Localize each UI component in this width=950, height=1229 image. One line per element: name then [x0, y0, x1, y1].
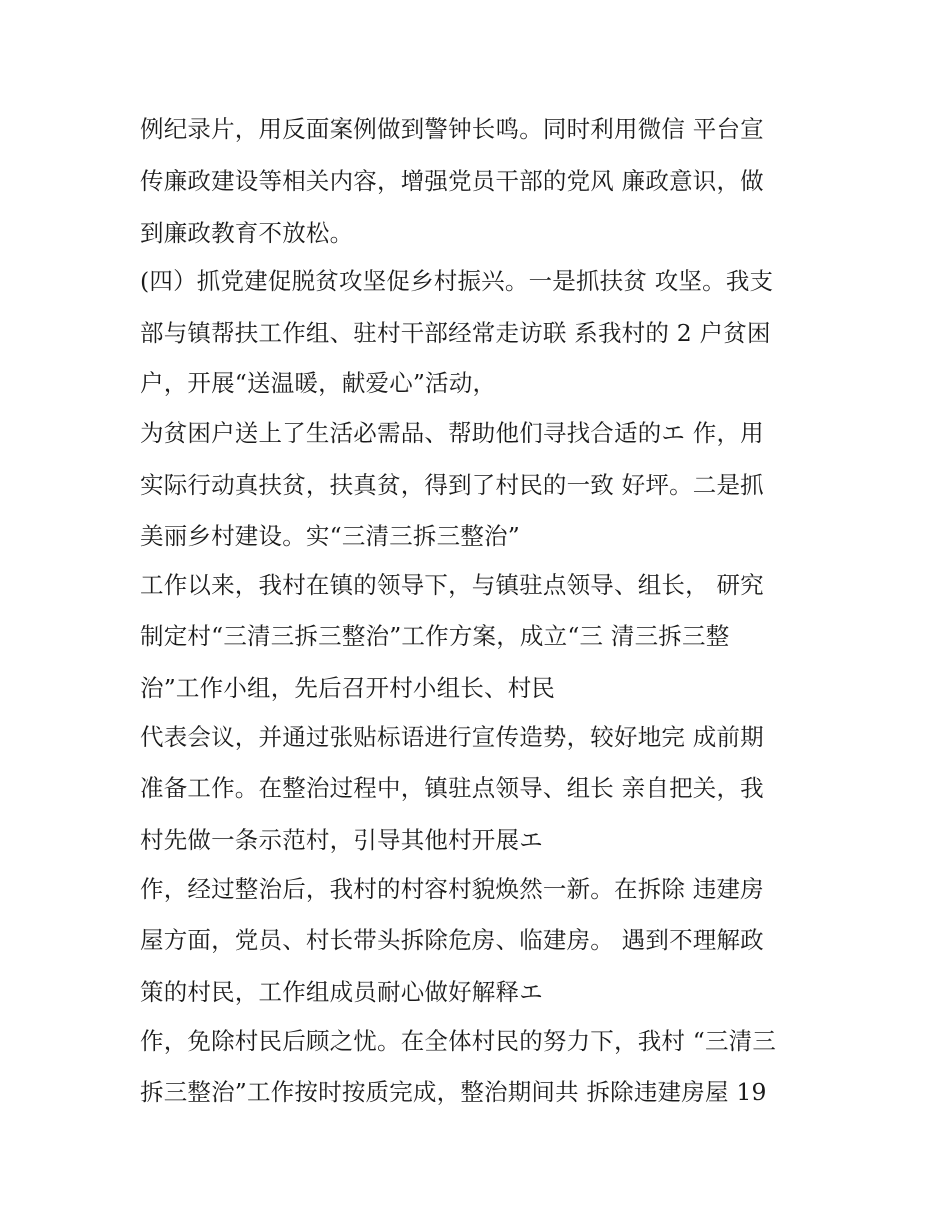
text-line: (四）抓党建促脱贫攻坚促乡村振兴。一是抓扶贫 攻坚。我支 [140, 267, 774, 295]
text-line: 屋方面，党员、村长带头拆除危房、临建房。 遇到不理解政 [140, 926, 764, 954]
text-line: 作，经过整治后，我村的村容村貌焕然一新。在拆除 违建房 [140, 875, 764, 903]
text-line: 拆三整治”工作按时按质完成，整治期间共 拆除违建房屋 19 [140, 1078, 767, 1106]
text-line: 代表会议，并通过张贴标语进行宣传造势，较好地完 成前期 [140, 723, 764, 751]
text-line: 村先做一条示范村，引导其他村开展エ [140, 826, 543, 854]
text-line: 治”工作小组，先后召开村小组长、村民 [140, 674, 556, 702]
text-line: 制定村“三清三拆三整治”工作方案，成立“三 清三拆三整 [140, 622, 730, 650]
text-line: 户，开展“送温暖，献爱心”活动， [140, 369, 497, 397]
text-line: 实际行动真扶贫，扶真贫，得到了村民的一致 好坪。二是抓 [140, 471, 764, 499]
text-line: 美丽乡村建设。实“三清三拆三整治” [140, 522, 520, 550]
text-line: 部与镇帮扶工作组、驻村干部经常走访联 系我村的 2 户贫困 [140, 319, 771, 347]
text-line: 到廉政教育不放松。 [140, 219, 354, 247]
text-line: 例纪录片，用反面案例做到警钟长鸣。同时利用微信 平台宣 [140, 115, 764, 143]
text-line: 为贫困户送上了生活必需品、帮助他们寻找合适的エ 作，用 [140, 419, 764, 447]
text-line: 工作以来，我村在镇的领导下，与镇驻点领导、组长， 研究 [140, 571, 764, 599]
text-line: 策的村民，工作组成员耐心做好解释エ [140, 978, 543, 1006]
text-line: 准备工作。在整治过程中，镇驻点领导、组长 亲自把关，我 [140, 774, 764, 802]
text-line: 作，免除村民后顾之忧。在全体村民的努力下，我村 “三清三 [140, 1027, 777, 1055]
text-line: 传廉政建设等相关内容，增强党员干部的党风 廉政意识，做 [140, 167, 764, 195]
